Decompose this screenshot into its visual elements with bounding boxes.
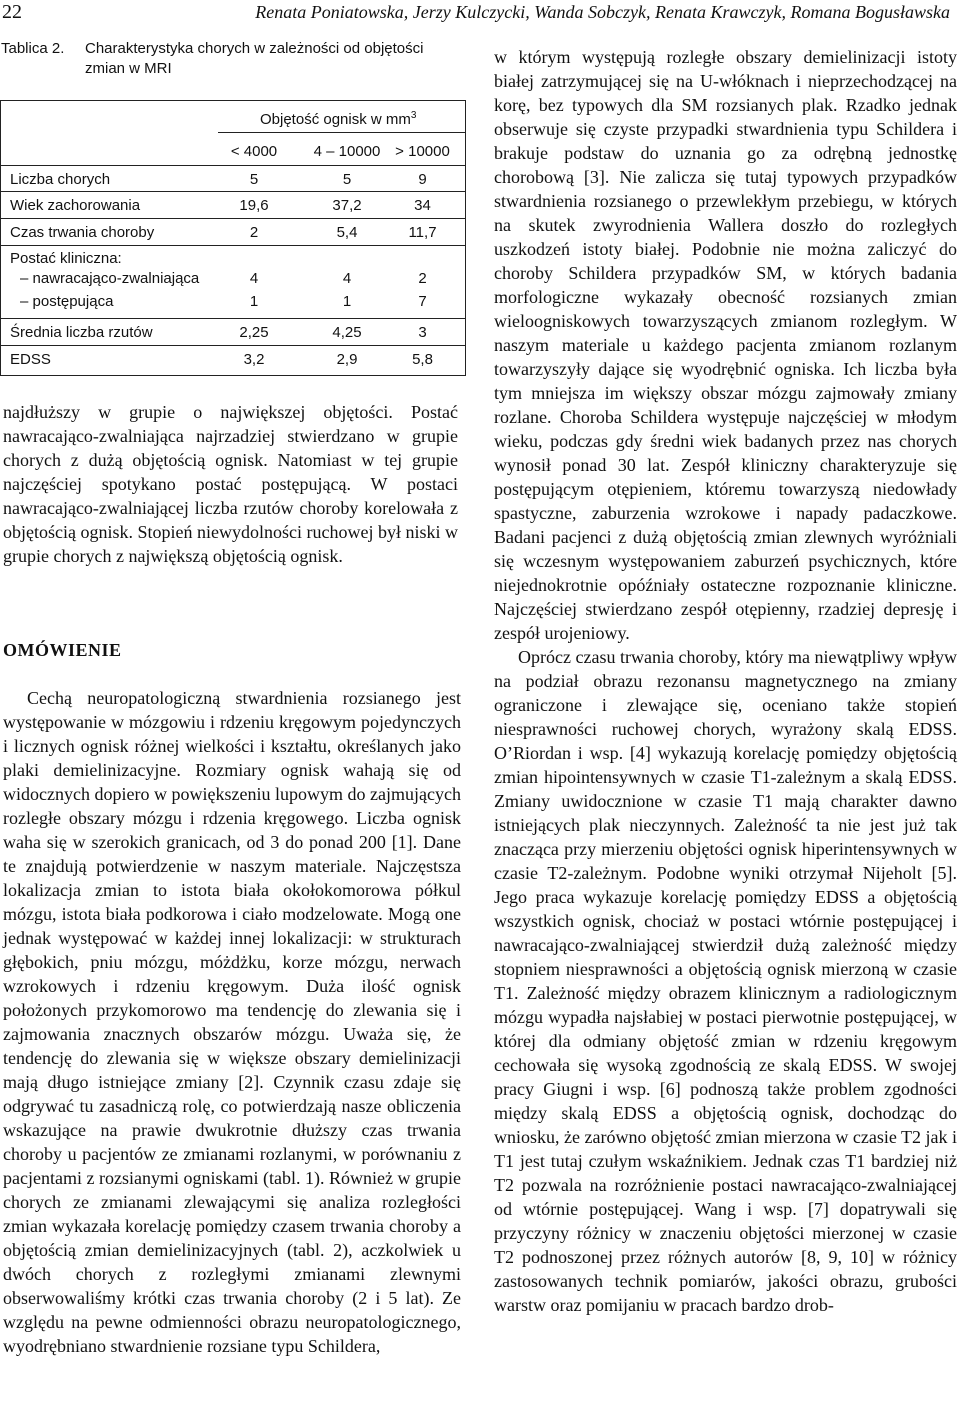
column-header: > 10000 bbox=[395, 143, 450, 160]
table-cell: 3,2 bbox=[243, 351, 265, 368]
paragraph: najdłuższy w grupie o największej objętości. Postać nawracająco-zwalniająca najrzadziej stwierdzano w grupie chorych z dużą objętością ognisk. Natomiast w tej grupie najczęściej spotykano postać postępującą. W postaci nawracająco-zwalniającej liczba rzutów choroby korelowała z objętością ognisk. Stopień niewydolności ruchowej był niski w grupie chorych z największą objętością ognisk. bbox=[3, 402, 458, 566]
table-cell: 34 bbox=[414, 197, 431, 214]
table-cell: 5 bbox=[249, 171, 259, 188]
paragraph: w którym występują rozległe obszary demielinizacji istoty białej zatrzymującej się na U-włóknach i nieprzechodzącej na korę, bez typowych dla SM rozsianych plak. Rzadko jednak obserwuje się czyste przypadki stwardnienia typu Schildera i brakuje podstaw do uznania go za odrębną jednostkę chorobową [3]. Nie zalicza się tutaj typowych przypadków stwardnienia rozsianego o przewlekłym przebiegu, w których na skutek zwyrodnienia Wallera doszło do rozległych uszkodzeń istoty białej. Podobnie nie można zaliczyć do choroby Schildera przypadków SM, w których badania morfologiczne wykazały obecność rozsianych zmian wieloogniskowych towarzyszących zmianom rozległym. W naszym materiale u każdego pacjenta zmianom rozlanym towarzyszyły dające się wyodrębnić ogniska. Ich liczba była tym mniejsza im większy obszar mózgu zajmowały zmiany rozlane. Choroba Schildera występuje najczęściej w młodym wieku, podczas gdy średni wiek badanych przez nas chorych wynosił ponad 30 lat. Zespół kliniczny charakteryzuje się postępującym otępieniem, któremu towarzyszą niedowłady spastyczne, zaburzenia wzrokowe i napady padaczkowe. Badani pacjenci z dużą objętością zmian zlewnych wyróżniali się wczesnym występowaniem zaburzeń psychicznych, które niejednokrotnie opóźniały ostateczne rozpoznanie kliniczne. Najczęściej stwierdzano zespół otępienny, rzadziej depresję i zespół urojeniowy. bbox=[494, 47, 957, 643]
row-label: Liczba chorych bbox=[10, 171, 111, 188]
table-cell: 19,6 bbox=[239, 197, 269, 214]
row-label: – nawracająco-zwalniająca bbox=[20, 270, 200, 287]
group-header: Objętość ognisk w $mm^3$ bbox=[260, 110, 417, 128]
table-cell: 4,25 bbox=[332, 324, 362, 341]
table-bottom-rule bbox=[0, 375, 466, 376]
column-header: < 4000 bbox=[230, 143, 278, 160]
table-cell: 2,25 bbox=[239, 324, 269, 341]
table-cell: 2 bbox=[249, 224, 259, 241]
row-label: EDSS bbox=[10, 351, 51, 368]
row-label: Czas trwania choroby bbox=[10, 224, 155, 241]
left-column-top-text bbox=[3, 400, 458, 568]
table-cell: 1 bbox=[249, 293, 259, 310]
table-left-border bbox=[0, 100, 1, 376]
table-cell: 9 bbox=[418, 171, 427, 188]
data-table bbox=[0, 100, 466, 376]
page-header bbox=[0, 0, 960, 30]
group-header-superscript: 3 bbox=[410, 110, 417, 121]
running-head-authors: Renata Poniatowska, Jerzy Kulczycki, Wanda Sobczyk, Renata Krawczyk, Romana Bogusławska bbox=[255, 2, 950, 22]
table-cell: 4 bbox=[249, 270, 259, 287]
table-top-rule bbox=[0, 100, 466, 101]
table-cell: 5,4 bbox=[336, 224, 358, 241]
table-cell: 11,7 bbox=[408, 224, 437, 241]
page-number: 22 bbox=[2, 1, 22, 23]
table-caption-text: Charakterystyka chorych w zależności od objętości zmian w MRI bbox=[85, 40, 424, 77]
table-cell: 2 bbox=[418, 270, 427, 287]
table-cell: 37,2 bbox=[332, 197, 362, 214]
row-label: Wiek zachorowania bbox=[10, 197, 141, 214]
row-rule bbox=[0, 345, 466, 346]
table-cell: 7 bbox=[418, 293, 427, 310]
table-cell: 3 bbox=[418, 324, 427, 341]
paragraph: Oprócz czasu trwania choroby, który ma niewątpliwy wpływ na podział obrazu rezonansu magnetycznego na zmiany ograniczone i zlewające się, oceniano także stopień niesprawności ruchowej chorych, wyrażony skalą EDSS. O’Riordan i wsp. [4] wykazują korelację pomiędzy objętością zmian hipointensywnych w czasie T1-zależnym a skalą EDSS. Zmiany uwidocznione w czasie T1 mają charakter dawno istniejących plak nieczynnych. Zależność ta nie jest już tak znacząca przy mierzeniu objętości ognisk hiperintensywnych w czasie T2-zależnym. Podobne wyniki otrzymał Nijeholt [5]. Jego praca wykazuje korelację pomiędzy EDSS a objętością wszystkich ognisk, chociaż w postaci wtórnie postępującej i nawracająco-zwalniającej stwierdził dużą zależność między stopniem niesprawności a objętością ognisk mierzoną w czasie T1. Zależność między obrazem klinicznym a radiologicznym mózgu wypadła najsłabiej w postaci pierwotnie postępującej, w której dla odmiany objętość zmian w rdzeniu kręgowym cechowała się wysoką zgodnością ze skalą EDSS. W swojej pracy Giugni i wsp. [6] podnoszą także problem zgodności między skalą EDSS a objętością ognisk, dochodząc do wniosku, że zarówno objętość zmian mierzona w czasie T2 jak i T1 jest tutaj czułym wskaźnikiem. Jednak czas T1 bardziej niż T2 pozwala na rozróżnienie postaci nawracająco-zwalniającej od wtórnie postępującej. Wang i wsp. [7] dopatrywali się przyczyny różnicy w znaczeniu objętości mierzonej w czasie T2 podnoszonej przez różnych autorów [8, 9, 10] w różnicy zastosowanych technik pomiarów, jakości obrazu, grubości warstw oraz pomijaniu w pracach bardzo drob- bbox=[494, 647, 958, 1315]
table-cell: 5,8 bbox=[412, 351, 433, 368]
table-cell: 4 bbox=[342, 270, 352, 287]
group-header-rule bbox=[218, 132, 466, 133]
row-rule bbox=[0, 245, 466, 246]
row-rule bbox=[0, 218, 466, 219]
header-rule bbox=[0, 165, 466, 166]
table-cell: 2,9 bbox=[336, 351, 358, 368]
row-rule bbox=[0, 318, 466, 319]
row-label: Średnia liczba rzutów bbox=[10, 324, 153, 341]
table-cell: 1 bbox=[342, 293, 352, 310]
column-header: 4 – 10000 bbox=[313, 143, 381, 160]
row-label: Postać kliniczna: bbox=[10, 250, 122, 267]
table-cell: 5 bbox=[342, 171, 352, 188]
right-column-text bbox=[494, 45, 957, 1317]
left-column-main-text bbox=[3, 686, 461, 1358]
section-heading: OMÓWIENIE bbox=[3, 640, 122, 660]
row-rule bbox=[0, 191, 466, 192]
row-label: – postępująca bbox=[20, 293, 114, 310]
table-caption-label: Tablica 2. bbox=[1, 40, 65, 57]
table-right-border bbox=[465, 100, 466, 376]
paragraph: Cechą neuropatologiczną stwardnienia rozsianego jest występowanie w mózgowiu i rdzeniu kręgowym pojedynczych i licznych ognisk różnej wielkości i kształtu, określanych jako plaki demielinizacyjne. Rozmiary ognisk wahają się od widocznych dopiero w powiększeniu lupowym do zajmujących rozległe obszary mózgu i rdzenia kręgowego. Liczba ognisk waha się w szerokich granicach, od 3 do ponad 200 [1]. Dane te znajdują potwierdzenie w naszym materiale. Najczęstsza lokalizacja zmian to istota biała okołokomorowa półkul mózgu, istota biała podkorowa i ciało modzelowate. Mogą one jednak występować w każdej innej lokalizacji: w strukturach głębokich, pniu mózgu, móżdżku, korze mózgu, nerwach wzrokowych i rdzeniu kręgowym. Duża ilość ognisk położonych przykomorowo ma tendencję do zlewania się i zajmowania znacznych obszarów mózgu. Uważa się, że tendencję do zlewania się w większe obszary demielinizacji mają długo istniejące zmiany [2]. Czynnik czasu zdaje się odgrywać tu zasadniczą rolę, co potwierdzają nasze obliczenia wskazujące na prawie dwukrotnie dłuższy czas trwania choroby u pacjentów ze zmianami rozlanymi, w porównaniu z pacjentami z rozsianymi ogniskami (tabl. 1). Również w grupie chorych ze zmianami zlewającymi się analiza rozległości zmian wykazała korelację pomiędzy czasem trwania choroby a objętością zmian demielinizacyjnych (tabl. 2), aczkolwiek u dwóch chorych z rozległymi zmianami zlewnymi obserwowaliśmy krótki czas trwania choroby (2 i 5 lat). Ze względu na pewne odmienności obrazu neuropatologicznego, wyodrębniano stwardnienie rozsiane typu Schildera, bbox=[3, 688, 461, 1356]
